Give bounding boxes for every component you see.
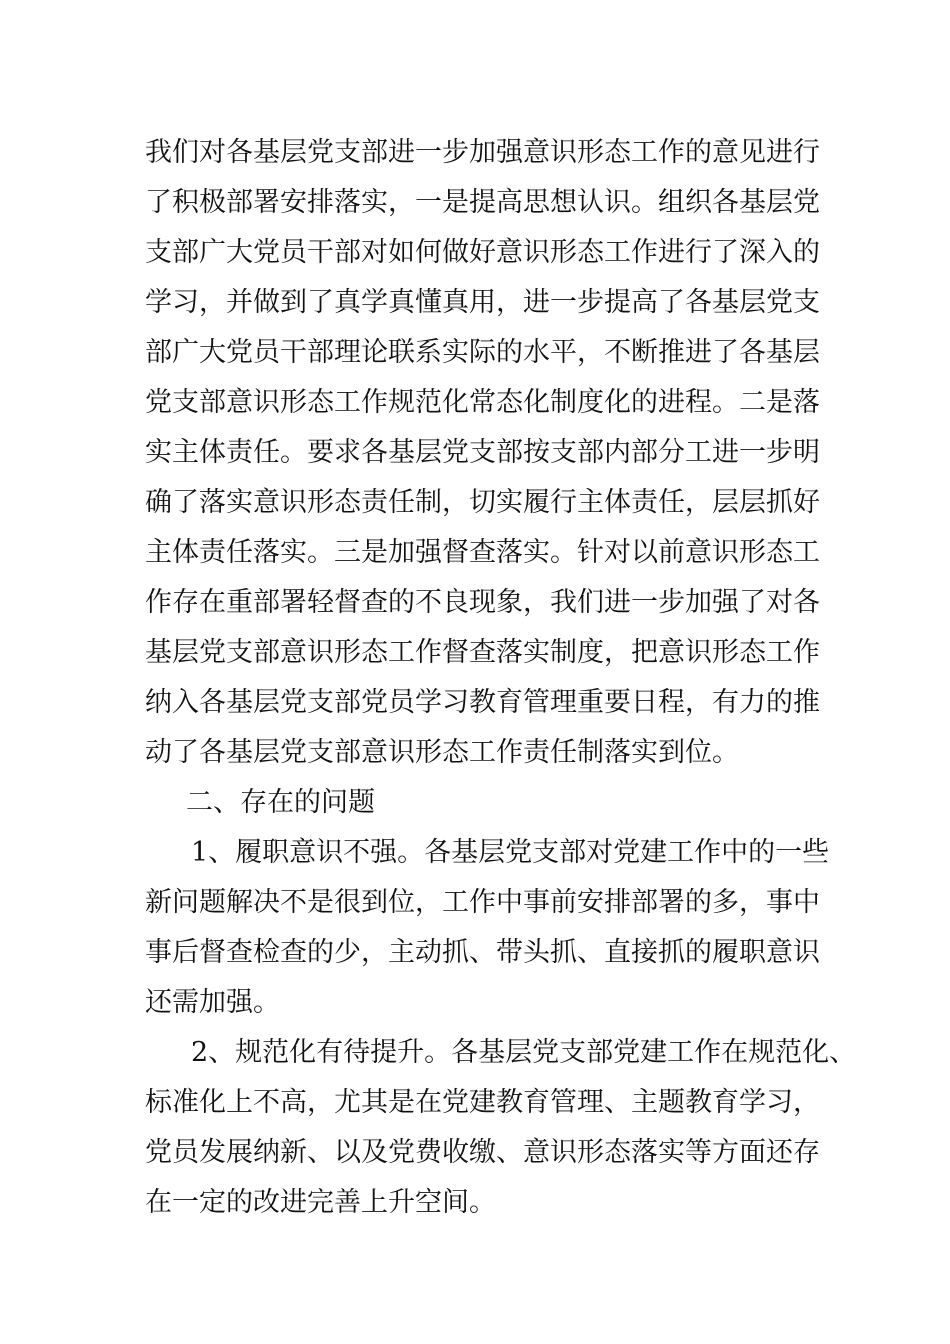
paragraph-start-line: 2、规范化有待提升。各基层党支部党建工作在规范化、 bbox=[191, 1037, 857, 1068]
body-line: 标准化上不高，尤其是在党建教育管理、主题教育学习， bbox=[145, 1087, 820, 1118]
body-line: 新问题解决不是很到位，工作中事前安排部署的多，事中 bbox=[145, 887, 820, 918]
paragraph-start-line: 1、履职意识不强。各基层党支部对党建工作中的一些 bbox=[191, 837, 830, 868]
document-body bbox=[145, 128, 857, 1228]
body-line: 确了落实意识形态责任制，切实履行主体责任，层层抓好 bbox=[145, 487, 820, 518]
body-line: 动了各基层党支部意识形态工作责任制落实到位。 bbox=[145, 737, 739, 768]
body-line: 学习，并做到了真学真懂真用，进一步提高了各基层党支 bbox=[145, 287, 820, 318]
body-line: 部广大党员干部理论联系实际的水平，不断推进了各基层 bbox=[145, 337, 820, 368]
body-line: 了积极部署安排落实，一是提高思想认识。组织各基层党 bbox=[145, 187, 820, 218]
body-line: 主体责任落实。三是加强督查落实。针对以前意识形态工 bbox=[145, 537, 820, 568]
body-line: 党支部意识形态工作规范化常态化制度化的进程。二是落 bbox=[145, 387, 820, 418]
section-heading: 二、存在的问题 bbox=[186, 787, 375, 818]
body-line: 作存在重部署轻督查的不良现象，我们进一步加强了对各 bbox=[145, 587, 820, 618]
body-line: 在一定的改进完善上升空间。 bbox=[145, 1187, 496, 1218]
body-line: 党员发展纳新、以及党费收缴、意识形态落实等方面还存 bbox=[145, 1137, 820, 1168]
body-line: 支部广大党员干部对如何做好意识形态工作进行了深入的 bbox=[145, 237, 820, 268]
body-line: 纳入各基层党支部党员学习教育管理重要日程，有力的推 bbox=[145, 687, 820, 718]
body-line: 还需加强。 bbox=[145, 987, 280, 1018]
body-line: 实主体责任。要求各基层党支部按支部内部分工进一步明 bbox=[145, 437, 820, 468]
body-line: 基层党支部意识形态工作督查落实制度，把意识形态工作 bbox=[145, 637, 820, 668]
body-line: 事后督查检查的少，主动抓、带头抓、直接抓的履职意识 bbox=[145, 937, 820, 968]
body-line: 我们对各基层党支部进一步加强意识形态工作的意见进行 bbox=[145, 137, 820, 168]
